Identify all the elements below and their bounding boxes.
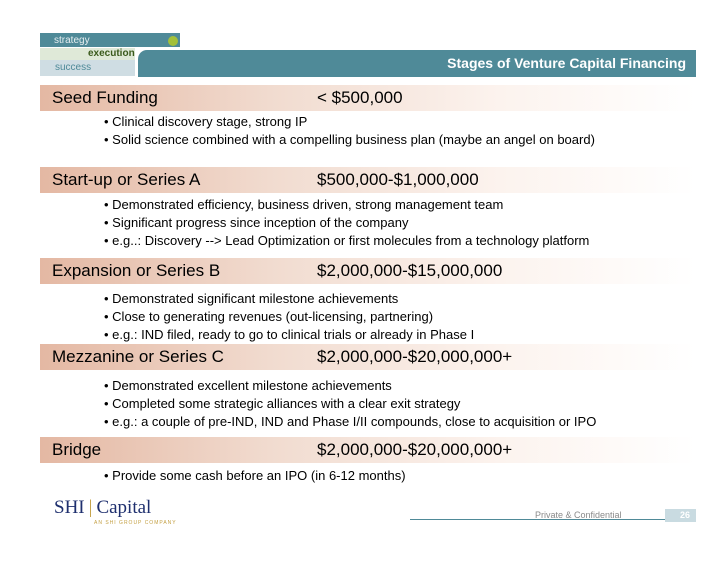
company-tagline: AN SHI GROUP COMPANY [94, 520, 177, 526]
slide-header [0, 0, 728, 80]
stage-amount: $2,000,000-$20,000,000+ [317, 440, 513, 459]
logo-word-success: success [55, 62, 92, 73]
page-number: 26 [665, 509, 696, 522]
slide-title: Stages of Venture Capital Financing [447, 55, 686, 71]
bullet-item: • Close to generating revenues (out-licensing, partnering) [104, 308, 474, 326]
company-logo [54, 497, 177, 526]
bullet-item: • e.g.: a couple of pre-IND, IND and Phase I/II compounds, close to acquisition or IPO [104, 413, 596, 431]
bullet-item: • Solid science combined with a compelling business plan (maybe an angel on board) [104, 131, 595, 149]
confidentiality-label: Private & Confidential [535, 510, 622, 520]
stage-header-series-c [40, 344, 696, 370]
stage-bullets-series-a [104, 196, 589, 250]
bullet-item: • e.g..: Discovery --> Lead Optimization or first molecules from a technology platform [104, 232, 589, 250]
stage-name: Seed Funding [52, 88, 158, 107]
bullet-item: • Provide some cash before an IPO (in 6-12 months) [104, 467, 406, 485]
stage-bullets-bridge [104, 467, 406, 485]
stage-bullets-series-b [104, 290, 474, 344]
stage-amount: $500,000-$1,000,000 [317, 170, 479, 189]
title-bar [138, 50, 696, 77]
logo-word-strategy: strategy [54, 35, 90, 46]
bullet-item: • Demonstrated significant milestone achievements [104, 290, 474, 308]
bullet-item: • Demonstrated excellent milestone achievements [104, 377, 596, 395]
stage-amount: $2,000,000-$15,000,000 [317, 261, 503, 280]
bullet-item: • e.g.: IND filed, ready to go to clinical trials or already in Phase I [104, 326, 474, 344]
bullet-item: • Demonstrated efficiency, business driven, strong management team [104, 196, 589, 214]
stage-header-series-a [40, 167, 696, 193]
bullet-item: • Completed some strategic alliances with a clear exit strategy [104, 395, 596, 413]
logo-dot-icon [168, 36, 178, 46]
stage-header-bridge [40, 437, 696, 463]
stage-amount: < $500,000 [317, 88, 403, 107]
stage-bullets-series-c [104, 377, 596, 431]
stage-name: Expansion or Series B [52, 261, 221, 280]
stage-amount: $2,000,000-$20,000,000+ [317, 347, 513, 366]
stage-name: Mezzanine or Series C [52, 347, 224, 366]
company-name-part1: SHI [54, 497, 85, 518]
company-name-separator: | [88, 497, 93, 518]
bullet-item: • Significant progress since inception of the company [104, 214, 589, 232]
stage-bullets-seed [104, 113, 595, 149]
stage-header-series-b [40, 258, 696, 284]
logo-word-execution: execution [88, 48, 135, 59]
company-name-part2: Capital [96, 497, 152, 518]
bullet-item: • Clinical discovery stage, strong IP [104, 113, 595, 131]
stage-name: Bridge [52, 440, 102, 459]
stage-name: Start-up or Series A [52, 170, 201, 189]
stage-header-seed [40, 85, 696, 111]
